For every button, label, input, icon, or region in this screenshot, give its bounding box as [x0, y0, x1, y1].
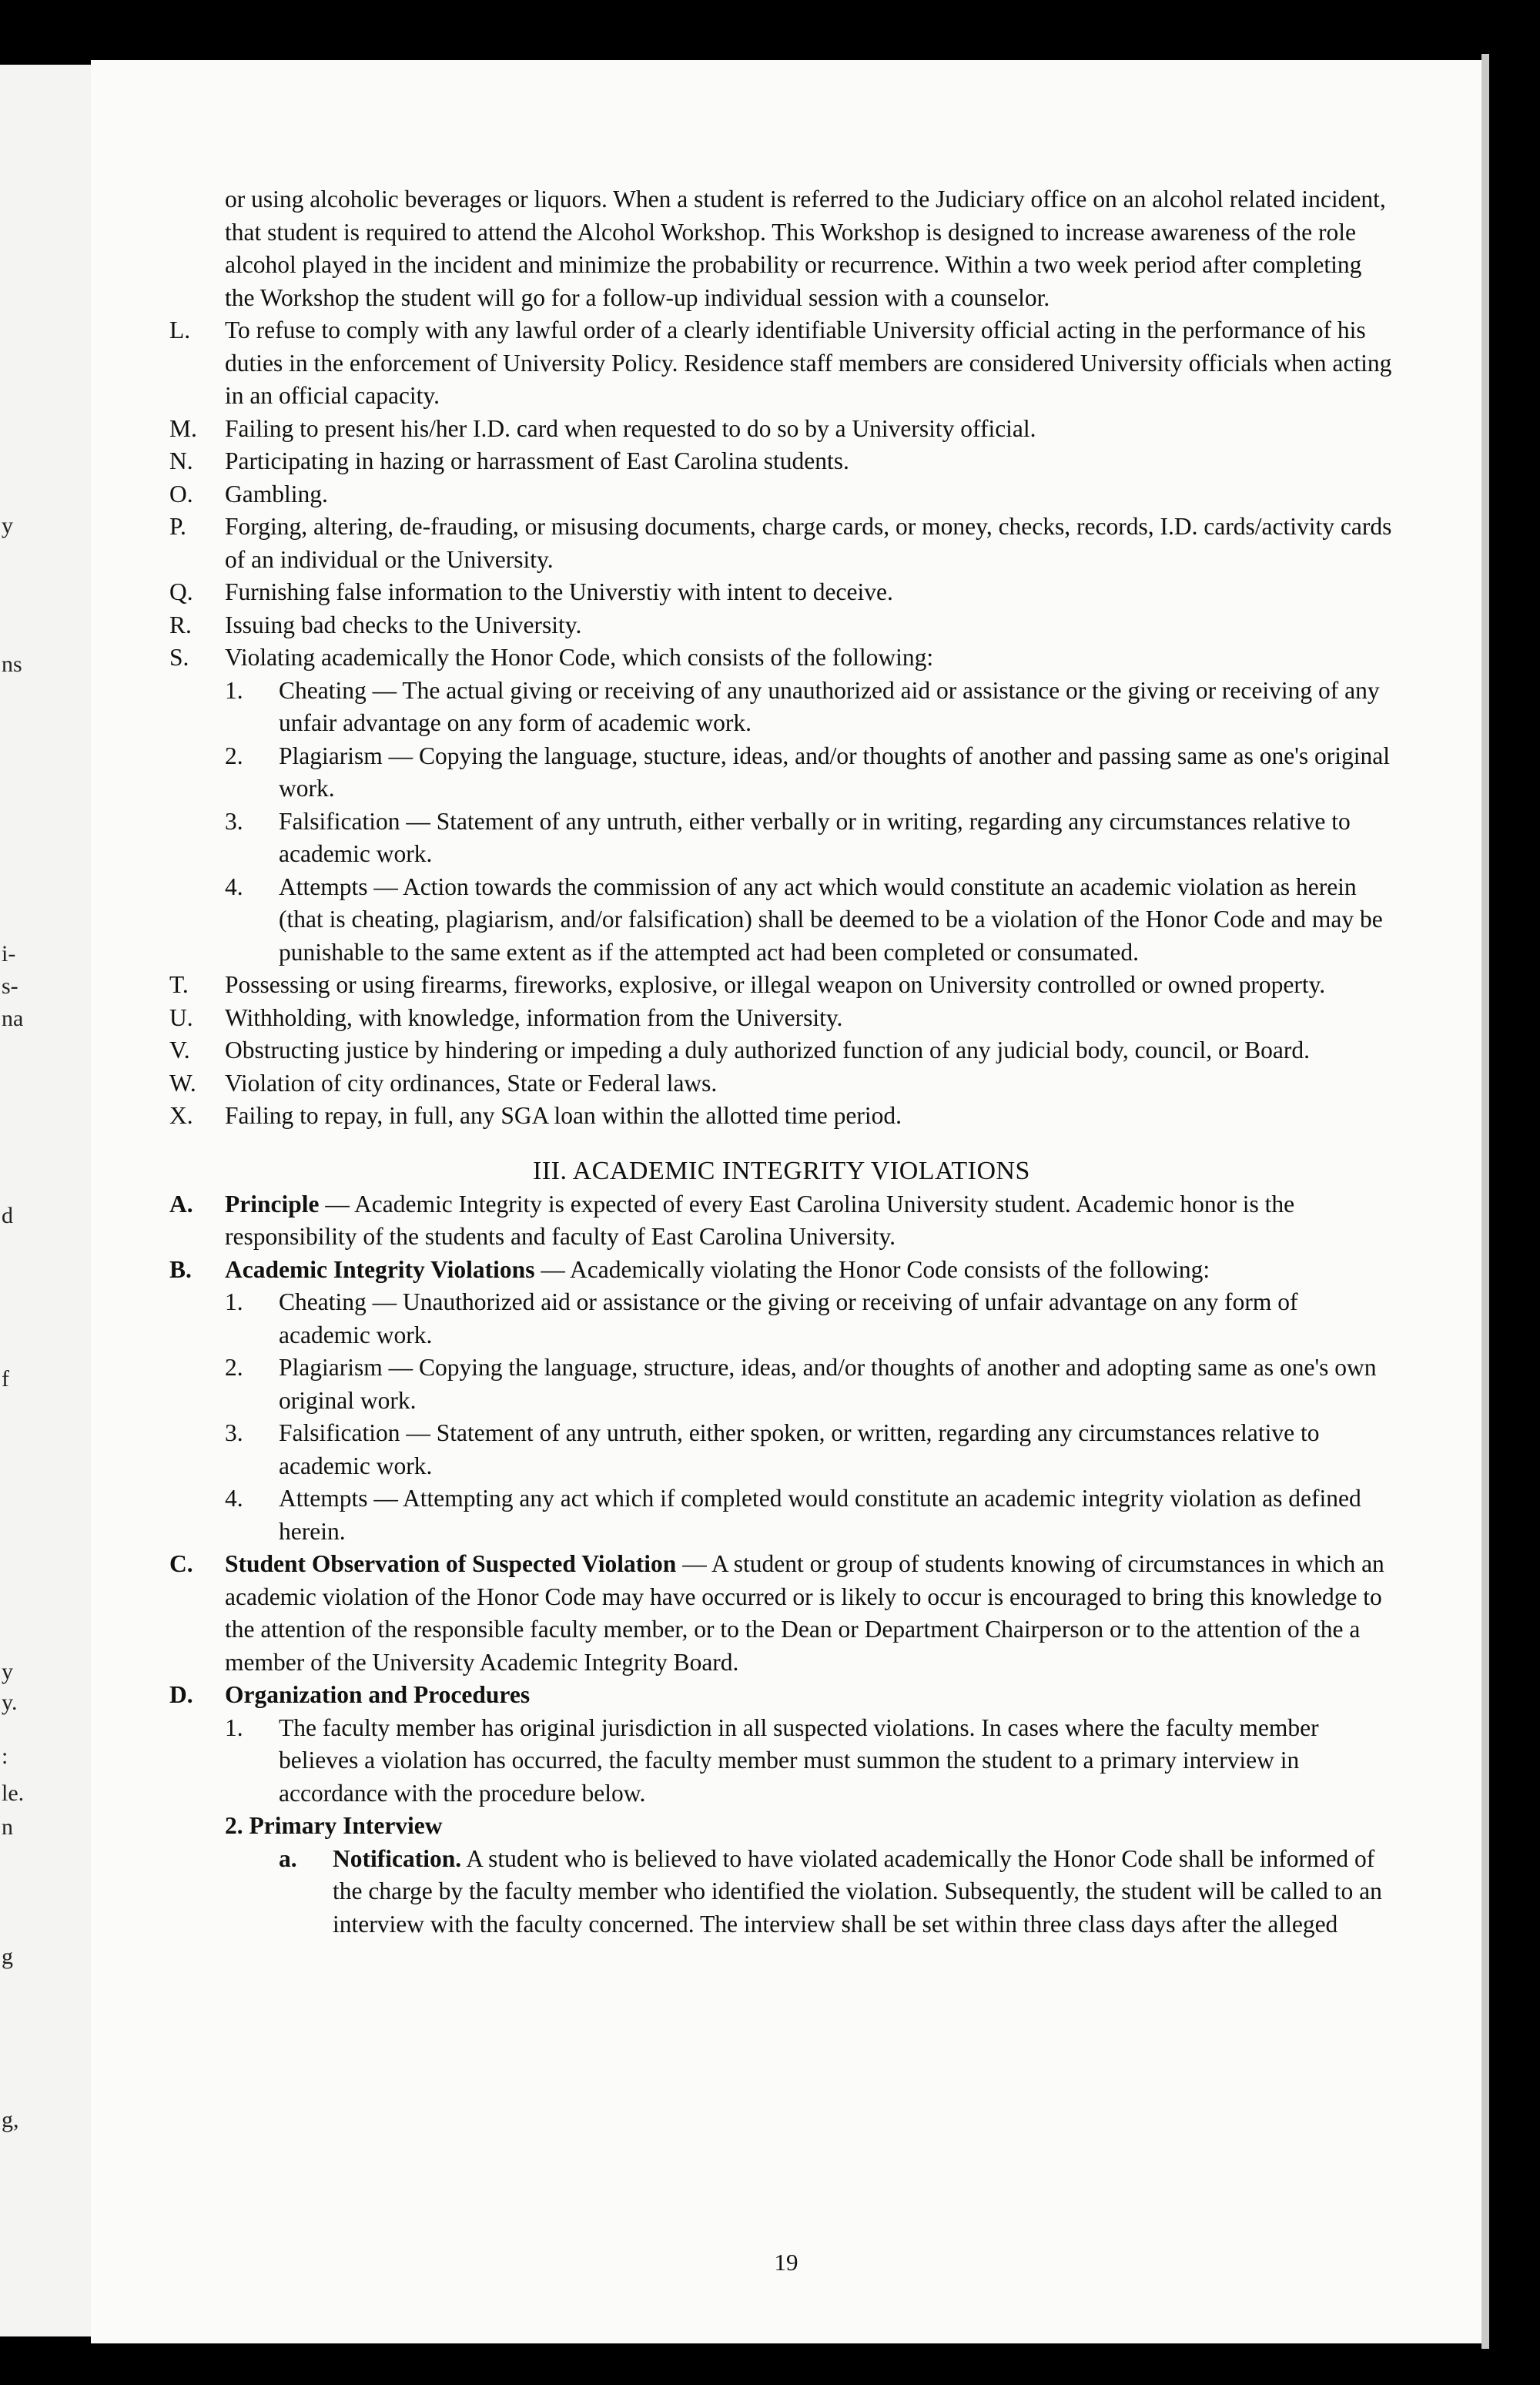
section-text: [225, 1679, 1394, 1712]
section-text: [225, 1188, 1394, 1254]
list-item: [169, 641, 1394, 675]
item-text: To refuse to comply with any lawful order of a clearly identifiable University official acting in the performance of his duties in the enforcement of University Policy. Residence staff members are considered University officials when acting in an official capacity.: [225, 317, 1392, 409]
sub-item-text: Cheating — Unauthorized aid or assistance or the giving or receiving of unfair advantage on any form of academic work.: [279, 1288, 1298, 1348]
section-item: [169, 1188, 1394, 1254]
item-marker: Q.: [169, 578, 193, 605]
list-item: [169, 413, 1394, 446]
sub-list-item: [169, 1417, 1394, 1482]
page-shadow-edge: [1481, 54, 1489, 2349]
facing-page-fragment: y: [2, 513, 13, 538]
sub-item-text: Falsification — Statement of any untruth, either spoken, or written, regarding any circumstances relative to academic work.: [279, 1419, 1320, 1479]
item-text: Issuing bad checks to the University.: [225, 611, 582, 638]
sub-list-item: [169, 871, 1394, 970]
section-heading: Academic Integrity Violations: [225, 1255, 535, 1283]
list-item: [169, 969, 1394, 1002]
facing-page-fragment: le.: [2, 1780, 25, 1806]
section-heading: Principle: [225, 1190, 320, 1218]
sub-heading: [169, 1810, 1394, 1843]
section-heading: Student Observation of Suspected Violation: [225, 1550, 677, 1577]
sub-item-text: Attempts — Attempting any act which if completed would constitute an academic integrity violation as defined herein.: [279, 1485, 1361, 1545]
section-text: [225, 1548, 1394, 1679]
list-item: [169, 314, 1394, 413]
facing-page-fragment: y: [2, 1659, 13, 1684]
facing-page-fragment: n: [2, 1814, 13, 1840]
sub-sub-text: [333, 1843, 1394, 1941]
sub-list-item: [169, 1352, 1394, 1417]
sub-sub-marker: a.: [279, 1844, 297, 1872]
primary-interview-heading: 2. Primary Interview: [225, 1812, 443, 1839]
section-heading: Organization and Procedures: [225, 1681, 531, 1708]
facing-page-fragment: g: [2, 1944, 13, 1969]
page-body: [169, 183, 1394, 1941]
sub-item-marker: 2.: [225, 742, 243, 769]
list-item: [169, 511, 1394, 576]
sub-list-item: [169, 675, 1394, 740]
section-marker: A.: [169, 1190, 193, 1218]
item-text: Furnishing false information to the Universtiy with intent to deceive.: [225, 578, 893, 605]
item-marker: M.: [169, 414, 197, 442]
sub-item-marker: 2.: [225, 1354, 243, 1381]
facing-page-fragment: g,: [2, 2107, 19, 2132]
sub-item-text: Attempts — Action towards the commission of any act which would constitute an academic violation as herein (that is cheating, plagiarism, and/or falsification) shall be deemed to be a violation of the Honor Code and may be punishable to the same extent as if the attempted act had been completed or consumated.: [279, 873, 1383, 966]
facing-page-fragment: na: [2, 1006, 24, 1031]
sub-item-marker: 1.: [225, 1288, 243, 1315]
section-body: — A student or group of students knowing of circumstances in which an academic violation of the Honor Code may have occurred or is likely to occur is encouraged to bring this knowledge to the attention of the responsible faculty member, or to the Dean or Department Chairperson or to the attention of the a member of the University Academic Integrity Board.: [225, 1550, 1384, 1676]
list-item: [169, 1034, 1394, 1067]
list-item: [169, 576, 1394, 609]
item-marker: P.: [169, 513, 186, 540]
item-text: Violating academically the Honor Code, which consists of the following:: [225, 644, 934, 671]
item-text: Gambling.: [225, 480, 328, 507]
list-item: [169, 1002, 1394, 1035]
sub-item-text: Plagiarism — Copying the language, stucture, ideas, and/or thoughts of another and passing same as one's original work.: [279, 742, 1391, 802]
item-marker: N.: [169, 447, 193, 474]
item-text: Participating in hazing or harrassment of East Carolina students.: [225, 447, 849, 474]
item-marker: O.: [169, 480, 193, 507]
item-marker: S.: [169, 644, 189, 671]
facing-page-fragment: d: [2, 1203, 13, 1228]
sub-item-marker: 1.: [225, 676, 243, 704]
list-item: [169, 609, 1394, 642]
item-text: Obstructing justice by hindering or impeding a duly authorized function of any judicial body, council, or Board.: [225, 1037, 1311, 1064]
sub-item-marker: 4.: [225, 1485, 243, 1512]
document-page: [91, 60, 1481, 2343]
facing-page-fragment: y.: [2, 1690, 18, 1715]
sub-sub-list-item: [169, 1843, 1394, 1941]
section-marker: C.: [169, 1550, 193, 1577]
section-marker: B.: [169, 1255, 192, 1283]
section-title: III. ACADEMIC INTEGRITY VIOLATIONS: [533, 1156, 1030, 1185]
list-item: [169, 1067, 1394, 1100]
item-text: Violation of city ordinances, State or Federal laws.: [225, 1069, 718, 1097]
facing-page-fragment: s-: [2, 973, 18, 999]
sub-list-item: [169, 1482, 1394, 1548]
item-text: Forging, altering, de-frauding, or misusing documents, charge cards, or money, checks, records, I.D. cards/activity cards of an individual or the University.: [225, 513, 1392, 573]
item-text: Failing to present his/her I.D. card when requested to do so by a University official.: [225, 414, 1036, 442]
item-text: Withholding, with knowledge, information from the University.: [225, 1003, 843, 1031]
item-marker: X.: [169, 1102, 193, 1129]
section-body: — Academically violating the Honor Code consists of the following:: [534, 1255, 1210, 1283]
item-marker: U.: [169, 1003, 193, 1031]
section-item: [169, 1679, 1394, 1712]
section-item: [169, 1548, 1394, 1679]
sub-item-text: The faculty member has original jurisdiction in all suspected violations. In cases where the faculty member believes a violation has occurred, the faculty member must summon the student to a primary interview in accordance with the procedure below.: [279, 1713, 1319, 1807]
facing-page-fragment: i-: [2, 941, 16, 966]
sub-item-text: Cheating — The actual giving or receiving of any unauthorized aid or assistance or the giving or receiving of any unfair advantage on any form of academic work.: [279, 676, 1380, 736]
sub-item-marker: 1.: [225, 1713, 243, 1741]
list-item: [169, 478, 1394, 511]
item-text: Possessing or using firearms, fireworks, explosive, or illegal weapon on University controlled or owned property.: [225, 971, 1326, 998]
sub-list-item: [169, 806, 1394, 871]
notification-heading: Notification.: [333, 1844, 462, 1872]
facing-page-fragment: ns: [2, 652, 22, 677]
notification-body: A student who is believed to have violated academically the Honor Code shall be informed of the charge by the faculty member who identified the violation. Subsequently, the student will be called to an interview with the faculty concerned. The interview shall be set within three class days after the alleged: [333, 1844, 1382, 1938]
item-marker: L.: [169, 317, 191, 343]
list-item: [169, 445, 1394, 478]
sub-item-marker: 3.: [225, 807, 243, 835]
section-body: — Academic Integrity is expected of every East Carolina University student. Academic honor is the responsibility of the students and faculty of East Carolina University.: [225, 1190, 1295, 1250]
item-marker: R.: [169, 611, 192, 638]
page-number: 19: [774, 2249, 798, 2276]
facing-page-fragment: f: [2, 1366, 9, 1392]
sub-list-item: [169, 740, 1394, 806]
item-text: Failing to repay, in full, any SGA loan within the allotted time period.: [225, 1102, 902, 1129]
section-text: [225, 1254, 1394, 1287]
item-marker: V.: [169, 1037, 190, 1064]
sub-list-item: [169, 1712, 1394, 1811]
facing-page-edge: [0, 65, 95, 2336]
facing-page-fragment: :: [2, 1744, 8, 1769]
sub-item-marker: 3.: [225, 1419, 243, 1446]
list-item: [169, 1100, 1394, 1133]
sub-list-item: [169, 1286, 1394, 1352]
section-marker: D.: [169, 1681, 193, 1708]
sub-item-text: Falsification — Statement of any untruth, either verbally or in writing, regarding any circumstances relative to academic work.: [279, 807, 1351, 867]
item-marker: T.: [169, 971, 189, 998]
item-marker: W.: [169, 1069, 196, 1097]
sub-item-text: Plagiarism — Copying the language, structure, ideas, and/or thoughts of another and adopting same as one's own original work.: [279, 1354, 1377, 1414]
section-item: [169, 1254, 1394, 1287]
sub-item-marker: 4.: [225, 873, 243, 900]
intro-paragraph: or using alcoholic beverages or liquors. When a student is referred to the Judiciary office on an alcohol related incident, that student is required to attend the Alcohol Workshop. This Workshop is designed to increase awareness of the role alcohol played in the incident and minimize the probability or recurrence. Within a two week period after completing the Workshop the student will go for a follow-up individual session with a counselor.: [225, 186, 1386, 311]
